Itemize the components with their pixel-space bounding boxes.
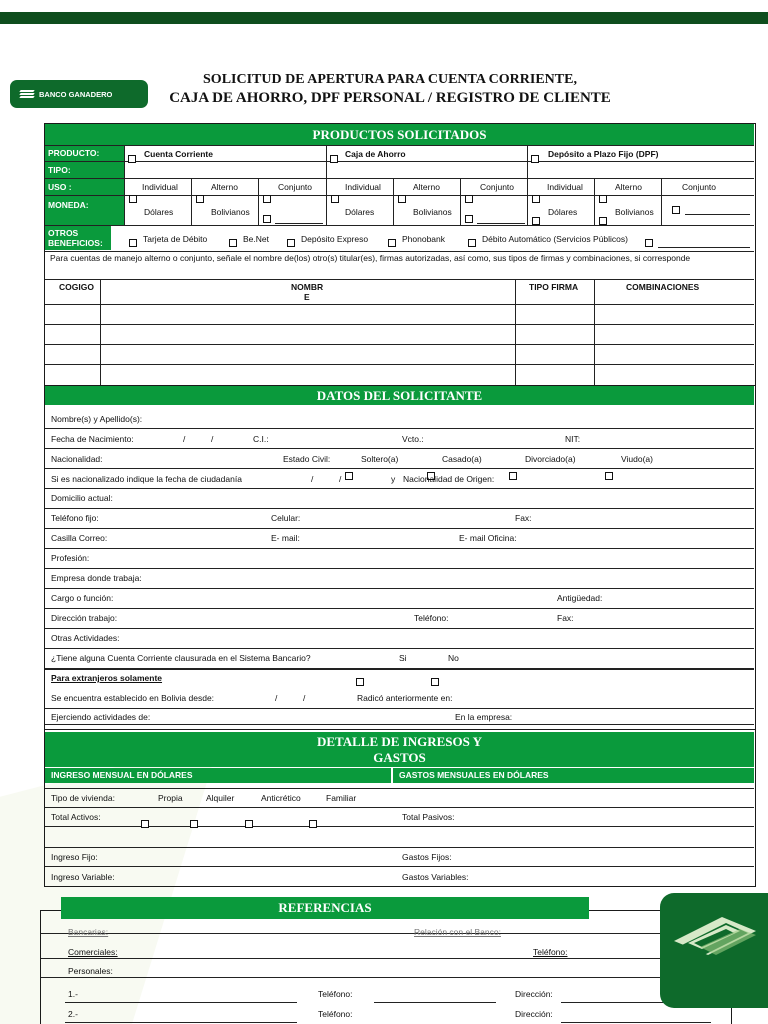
field-celular: Celular: (271, 513, 301, 523)
field-tel-fijo: Teléfono fijo: (51, 513, 99, 523)
uso-conjunto-3: Conjunto (682, 182, 717, 192)
solicitante-header: DATOS DEL SOLICITANTE (45, 386, 754, 405)
moneda-bolivianos-3: Bolivianos (615, 207, 654, 217)
checkbox-caja-ahorro[interactable] (330, 155, 338, 163)
checkbox-alquiler[interactable] (190, 820, 198, 828)
bank-logo-icon (20, 89, 34, 99)
field-tel-comerciales: Teléfono: (533, 947, 568, 957)
checkbox-moneda-otro[interactable] (465, 215, 473, 223)
ref-1-direccion: Dirección: (515, 989, 553, 999)
beneficio-phonobank: Phonobank (402, 234, 446, 244)
field-ejerciendo: Ejerciendo actividades de: (51, 712, 151, 722)
uso-conjunto-1: Conjunto (278, 182, 313, 192)
field-en-empresa: En la empresa: (455, 712, 513, 722)
checkbox-uso[interactable] (465, 195, 473, 203)
uso-individual-1: Individual (142, 182, 178, 192)
checkbox-uso[interactable] (398, 195, 406, 203)
checkbox-no[interactable] (431, 678, 439, 686)
field-radico: Radicó anteriormente en: (357, 693, 453, 703)
opt-viudo: Viudo(a) (621, 454, 653, 464)
opt-si: Si (399, 653, 407, 663)
field-casilla: Casilla Correo: (51, 533, 108, 543)
field-gastos-variables: Gastos Variables: (402, 872, 469, 882)
bank-name: BANCO GANADERO (39, 89, 113, 99)
date-slash: / (211, 434, 214, 444)
checkbox-familiar[interactable] (309, 820, 317, 828)
bank-mark-icon (660, 893, 768, 1008)
field-empresa: Empresa donde trabaja: (51, 573, 142, 583)
col-tipo-firma: TIPO FIRMA (529, 282, 579, 292)
date-slash: / (275, 693, 278, 703)
viv-anticretico: Anticrético (261, 793, 301, 803)
uso-alterno-1: Alterno (211, 182, 238, 192)
field-total-activos: Total Activos: (51, 812, 101, 822)
moneda-bolivianos-2: Bolivianos (413, 207, 452, 217)
extranjeros-title: Para extranjeros solamente (51, 673, 163, 683)
checkbox-benet[interactable] (229, 239, 237, 247)
ingresos-header-line1: DETALLE DE INGRESOS Y (316, 734, 483, 749)
field-antiguedad: Antigüedad: (557, 593, 603, 603)
checkbox-uso[interactable] (532, 195, 540, 203)
field-nit: NIT: (565, 434, 581, 444)
field-email: E- mail: (271, 533, 300, 543)
opt-casado: Casado(a) (442, 454, 482, 464)
checkbox-moneda-otro[interactable] (263, 215, 271, 223)
field-ingreso-fijo: Ingreso Fijo: (51, 852, 98, 862)
label-moneda: MONEDA: (45, 196, 124, 225)
ref-2-direccion: Dirección: (515, 1009, 553, 1019)
productos-header: PRODUCTOS SOLICITADOS (45, 124, 754, 145)
ingresos-section (44, 730, 756, 887)
field-domicilio: Domicilio actual: (51, 493, 113, 503)
uso-alterno-2: Alterno (413, 182, 440, 192)
col-codigo: COGIGO (59, 282, 94, 292)
checkbox-uso[interactable] (331, 195, 339, 203)
productos-section (44, 123, 756, 386)
bank-logo (10, 80, 148, 108)
checkbox-si[interactable] (356, 678, 364, 686)
field-dir-trabajo: Dirección trabajo: (51, 613, 118, 623)
checkbox-uso[interactable] (599, 195, 607, 203)
field-otras-actividades: Otras Actividades: (51, 633, 120, 643)
opt-no: No (448, 653, 459, 663)
field-ingreso-variable: Ingreso Variable: (51, 872, 115, 882)
viv-propia: Propia (158, 793, 183, 803)
ingreso-mensual-header: INGRESO MENSUAL EN DÓLARES (45, 768, 391, 783)
checkbox-anticretico[interactable] (245, 820, 253, 828)
date-slash: / (303, 693, 306, 703)
checkbox-soltero[interactable] (345, 472, 353, 480)
brand-corner-tile (660, 893, 768, 1008)
solicitante-section (44, 386, 756, 730)
beneficio-debito-auto: Débito Automático (Servicios Públicos) (482, 234, 628, 244)
checkbox-cuenta-corriente[interactable] (128, 155, 136, 163)
label-tipo: TIPO: (45, 162, 124, 178)
field-email-oficina: E- mail Oficina: (459, 533, 517, 543)
checkbox-uso[interactable] (129, 195, 137, 203)
product-cuenta-corriente: Cuenta Corriente (144, 149, 213, 159)
label-producto: PRODUCTO: (45, 146, 124, 161)
moneda-bolivianos-1: Bolivianos (211, 207, 250, 217)
moneda-dolares-2: Dólares (345, 207, 375, 217)
field-total-pasivos: Total Pasivos: (402, 812, 455, 822)
field-fax-trabajo: Fax: (557, 613, 574, 623)
checkbox-otro-beneficio[interactable] (645, 239, 653, 247)
ingresos-header (45, 732, 754, 767)
checkbox-debito-automatico[interactable] (468, 239, 476, 247)
text-y: y (391, 474, 396, 484)
field-estado-civil: Estado Civil: (283, 454, 331, 464)
referencias-header: REFERENCIAS (61, 897, 589, 919)
field-fecha-nac: Fecha de Nacimiento: (51, 434, 134, 444)
beneficio-tarjeta: Tarjeta de Débito (143, 234, 208, 244)
viv-alquiler: Alquiler (206, 793, 235, 803)
field-personales: Personales: (68, 966, 113, 976)
col-nombre: NOMBR (291, 282, 324, 292)
field-naturalizado: Si es nacionalizado indique la fecha de ciudadanía (51, 474, 242, 484)
field-vcto: Vcto.: (402, 434, 424, 444)
moneda-dolares-1: Dólares (144, 207, 174, 217)
field-vivienda: Tipo de vivienda: (51, 793, 115, 803)
field-establecido: Se encuentra establecido en Bolivia desde: (51, 693, 215, 703)
uso-alterno-3: Alterno (615, 182, 642, 192)
beneficio-deposito: Depósito Expreso (301, 234, 369, 244)
field-relacion: Relación con el Banco: (414, 927, 501, 937)
field-gastos-fijos: Gastos Fijos: (402, 852, 452, 862)
checkbox-deposito-expreso[interactable] (287, 239, 295, 247)
product-caja-ahorro: Caja de Ahorro (345, 149, 406, 159)
date-slash: / (311, 474, 314, 484)
checkbox-propia[interactable] (141, 820, 149, 828)
field-nacionalidad: Nacionalidad: (51, 454, 103, 464)
checkbox-moneda[interactable] (532, 217, 540, 225)
checkbox-phonobank[interactable] (388, 239, 396, 247)
col-combinaciones: COMBINACIONES (626, 282, 700, 292)
titulares-note: Para cuentas de manejo alterno o conjunto, señale el nombre de(los) otro(s) titular(es), firmas autorizadas, así como, sus tipos de firmas y combinaciones, si corresponde (50, 253, 691, 263)
opt-soltero: Soltero(a) (361, 454, 399, 464)
ref-1: 1.- (68, 989, 78, 999)
uso-conjunto-2: Conjunto (480, 182, 515, 192)
field-profesion: Profesión: (51, 553, 90, 563)
checkbox-uso[interactable] (196, 195, 204, 203)
form-title-line1: SOLICITUD DE APERTURA PARA CUENTA CORRIENTE, (203, 72, 577, 87)
field-comerciales: Comerciales: (68, 947, 118, 957)
uso-individual-2: Individual (345, 182, 381, 192)
date-slash: / (339, 474, 342, 484)
beneficio-benet: Be.Net (243, 234, 269, 244)
field-cargo: Cargo o función: (51, 593, 114, 603)
checkbox-moneda[interactable] (599, 217, 607, 225)
ref-2: 2.- (68, 1009, 78, 1019)
checkbox-divorciado[interactable] (509, 472, 517, 480)
field-clausurada: ¿Tiene alguna Cuenta Corriente clausurada en el Sistema Bancario? (51, 653, 311, 663)
ref-2-telefono: Teléfono: (318, 1009, 353, 1019)
checkbox-dpf[interactable] (531, 155, 539, 163)
product-dpf: Depósito a Plazo Fijo (DPF) (548, 149, 659, 159)
opt-divorciado: Divorciado(a) (525, 454, 576, 464)
viv-familiar: Familiar (326, 793, 357, 803)
checkbox-viudo[interactable] (605, 472, 613, 480)
gastos-mensuales-header: GASTOS MENSUALES EN DÓLARES (393, 768, 754, 783)
label-uso: USO : (45, 179, 124, 195)
col-nombre-e: E (304, 292, 310, 302)
date-slash: / (183, 434, 186, 444)
field-nombre: Nombre(s) y Apellido(s): (51, 414, 143, 424)
checkbox-uso[interactable] (263, 195, 271, 203)
top-banner (0, 12, 768, 24)
label-otros-beneficios: OTROS BENEFICIOS: (45, 226, 111, 250)
moneda-dolares-3: Dólares (548, 207, 578, 217)
uso-individual-3: Individual (547, 182, 583, 192)
checkbox-tarjeta-debito[interactable] (129, 239, 137, 247)
field-tel-trabajo: Teléfono: (414, 613, 449, 623)
referencias-section (40, 900, 732, 1024)
field-fax: Fax: (515, 513, 532, 523)
field-ci: C.I.: (253, 434, 269, 444)
checkbox-uso[interactable] (672, 206, 680, 214)
ref-1-telefono: Teléfono: (318, 989, 353, 999)
field-bancarias: Bancarias: (68, 927, 109, 937)
field-nacionalidad-origen: Nacionalidad de Origen: (403, 474, 495, 484)
ingresos-header-line2: GASTOS (373, 750, 426, 765)
form-title-line2: CAJA DE AHORRO, DPF PERSONAL / REGISTRO DE CLIENTE (169, 90, 611, 106)
